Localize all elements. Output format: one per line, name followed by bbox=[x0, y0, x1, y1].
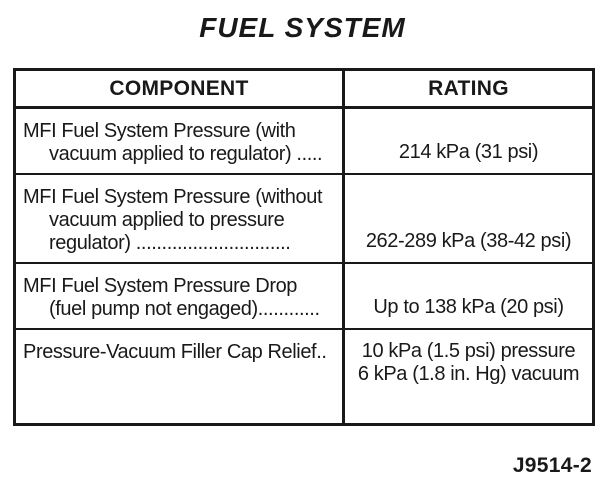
component-text-line: MFI Fuel System Pressure (without bbox=[23, 185, 323, 208]
rating-cell bbox=[344, 108, 594, 174]
table-row bbox=[15, 108, 594, 174]
component-text-line: vacuum applied to pressure bbox=[49, 208, 285, 231]
table-row bbox=[15, 329, 594, 425]
rating-text-line: 6 kPa (1.8 in. Hg) vacuum bbox=[357, 362, 580, 385]
component-text-line: MFI Fuel System Pressure (with bbox=[23, 120, 296, 142]
component-text-line: MFI Fuel System Pressure Drop bbox=[23, 274, 298, 297]
fuel-system-spec-table bbox=[13, 68, 595, 426]
rating-text-line: 262-289 kPa (38-42 psi) bbox=[365, 229, 572, 252]
rating-cell bbox=[344, 263, 594, 329]
rating-text-line: 214 kPa (31 psi) bbox=[398, 140, 539, 163]
component-text-line: Pressure-Vacuum Filler Cap Relief.. bbox=[23, 340, 327, 363]
rating-text-line: Up to 138 kPa (20 psi) bbox=[373, 295, 564, 318]
table-row bbox=[15, 174, 594, 263]
rating-cell bbox=[344, 329, 594, 425]
rating-text-line: 10 kPa (1.5 psi) pressure bbox=[361, 339, 576, 362]
column-header-rating: RATING bbox=[344, 70, 594, 108]
component-text-line: regulator) .............................. bbox=[49, 231, 291, 254]
component-cell bbox=[15, 174, 344, 263]
table-row bbox=[15, 263, 594, 329]
page-title: FUEL SYSTEM bbox=[199, 12, 406, 43]
component-cell bbox=[15, 108, 344, 174]
component-text-line: vacuum applied to regulator) ..... bbox=[49, 143, 323, 165]
component-cell bbox=[15, 263, 344, 329]
rating-cell bbox=[344, 174, 594, 263]
component-text-line: (fuel pump not engaged)............ bbox=[49, 297, 320, 320]
component-cell bbox=[15, 329, 344, 425]
column-header-component: COMPONENT bbox=[15, 70, 344, 108]
header-row bbox=[15, 70, 594, 108]
figure-code: J9514-2 bbox=[512, 454, 592, 477]
